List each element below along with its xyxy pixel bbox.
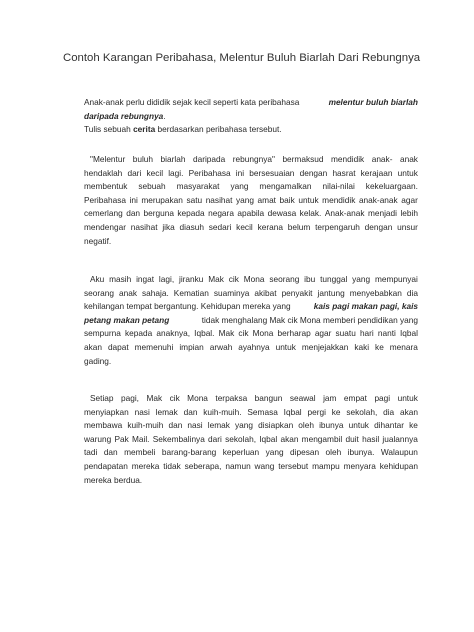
p3-line: tadi dan membeli barang-barang keperluan yang dipesan oleh ibunya. Walaupun: [84, 447, 418, 458]
paragraph-3: [84, 392, 418, 487]
p3-line: pendapatan mereka tidak seberapa, namun wang tersebut mampu menyara kehidupan: [84, 460, 418, 471]
p2-line-4: [84, 314, 418, 328]
p1-line: cemerlang dan berguna kepada negara apabila dewasa kelak. Anak-anak menjadi lebih: [84, 208, 418, 219]
intro-proverb: melentur buluh biarlah: [328, 97, 418, 107]
p2-proverb-end: petang makan petang: [84, 314, 170, 325]
intro-keyword: cerita: [133, 124, 156, 135]
p2-line: akan dapat memenuhi impian arwah ayahnya untuk menjejakkan kaki ke menara: [84, 341, 418, 352]
p2-text: tidak menghalang Mak cik Mona memberi pendidikan yang: [201, 314, 418, 325]
p1-line: hendaklah dari kecil lagi. Peribahasa ini bersesuaian dengan hasrat kerajaan untuk: [84, 167, 418, 178]
p2-line: gading.: [84, 355, 112, 366]
p1-line: "Melentur buluh biarlah daripada rebungnya" bermaksud mendidik anak- anak: [90, 154, 418, 164]
p1-line: negatif.: [84, 235, 112, 246]
paragraph-1: [84, 153, 418, 248]
paragraph-2: [84, 273, 418, 368]
p1-line: mendengar nasihat jika diasuh sedari kecil kerana belum terpengaruh dengan unsur: [84, 221, 418, 232]
p3-line: mereka berdua.: [84, 474, 143, 485]
p2-line-3: [84, 300, 418, 314]
p3-line: membawa kuih-muih dan nasi lemak yang disiapkan oleh ibunya untuk dihantar ke: [84, 420, 418, 431]
intro-instruction-end: berdasarkan peribahasa tersebut.: [157, 124, 282, 135]
intro-paragraph: [84, 96, 418, 137]
intro-proverb-end: daripada rebungnya: [84, 110, 164, 121]
p2-line: sempurna kepada anaknya, Iqbal. Mak cik Mona berharap agar suatu hari nanti Iqbal: [84, 328, 418, 339]
intro-line-2: [84, 110, 418, 124]
p3-line: warung Pak Mail. Sekembalinya dari sekolah, Iqbal akan mengambil duit hasil jualannya: [84, 433, 418, 444]
p2-line: seorang anak sahaja. Kematian suaminya akibat penyakit jantung menyebabkan dia: [84, 287, 418, 298]
p1-line: Peribahasa ini merupakan satu nasihat yang amat baik untuk mendidik anak-anak agar: [84, 194, 418, 205]
intro-period: .: [163, 110, 166, 121]
p2-text: kehilangan tempat bergantung. Kehidupan mereka yang: [84, 301, 291, 312]
intro-line-3: [84, 123, 418, 137]
p3-line: menyiapkan nasi lemak dan kuih-muih. Semasa Iqbal pergi ke sekolah, dia akan: [84, 406, 418, 417]
p2-proverb: kais pagi makan pagi, kais: [313, 301, 418, 312]
p2-line: Aku masih ingat lagi, jiranku Mak cik Mona seorang ibu tunggal yang mempunyai: [90, 274, 418, 284]
p1-line: membentuk sebuah masyarakat yang mengamalkan nilai-nilai kekeluargaan.: [84, 181, 418, 192]
intro-line-1: [84, 96, 418, 110]
document-title: Contoh Karangan Peribahasa, Melentur Buluh Biarlah Dari Rebungnya: [63, 52, 421, 64]
p3-line: Setiap pagi, Mak cik Mona terpaksa bangun seawal jam empat pagi untuk: [90, 393, 418, 403]
intro-text: Anak-anak perlu dididik sejak kecil seperti kata peribahasa: [84, 97, 300, 107]
intro-instruction: Tulis sebuah: [84, 124, 131, 135]
